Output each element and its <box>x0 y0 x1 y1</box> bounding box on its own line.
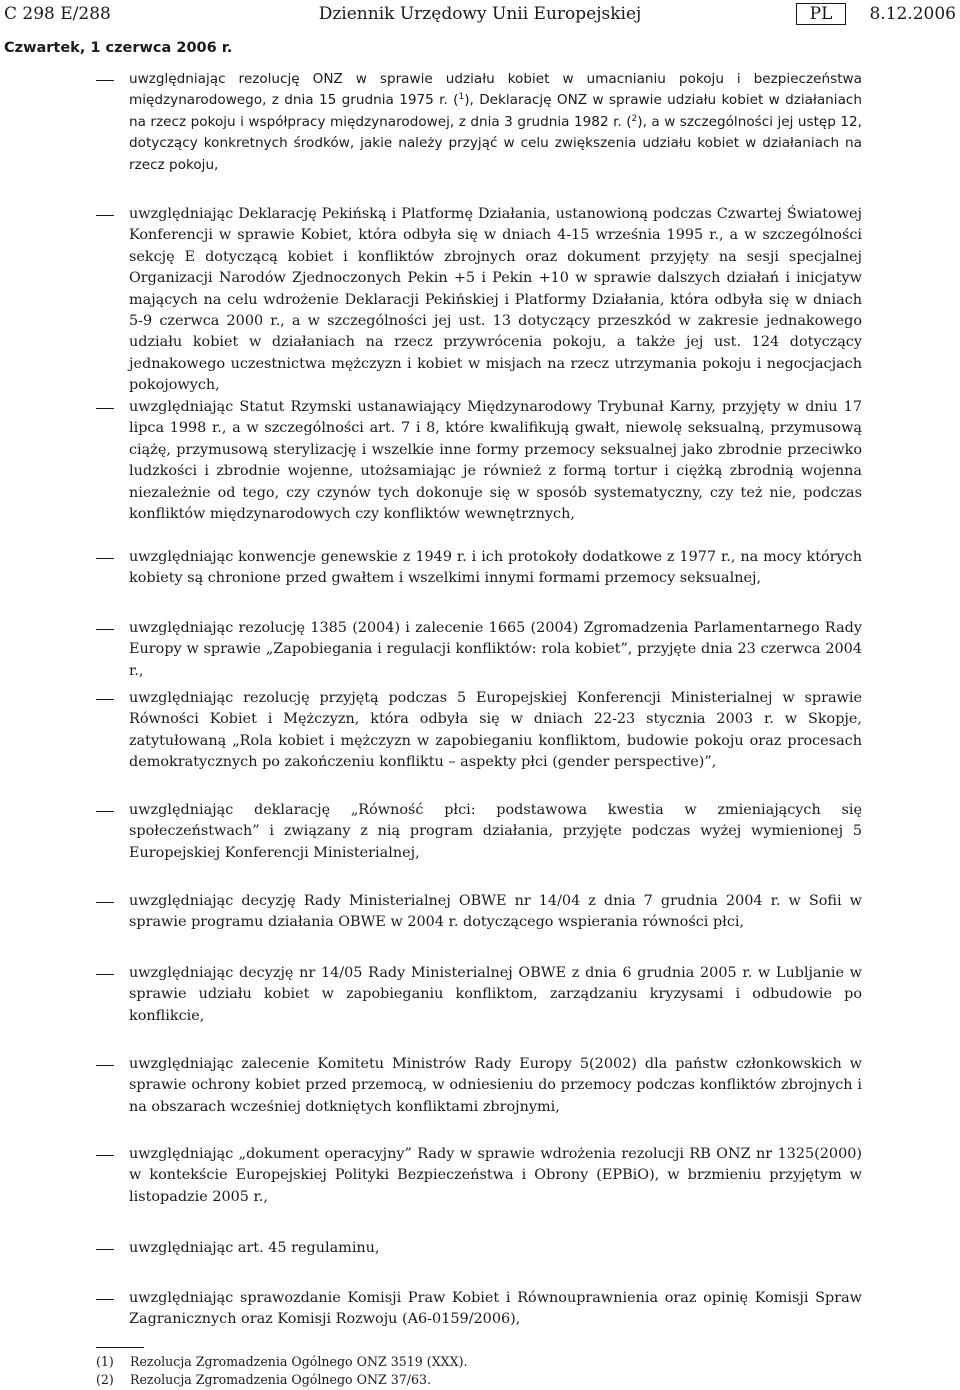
footnote-text: Rezolucja Zgromadzenia Ogólnego ONZ 3519 (XXX). <box>130 1354 468 1369</box>
dash-marker <box>96 974 114 975</box>
dash-marker <box>96 1065 114 1066</box>
dash-marker <box>96 80 114 81</box>
page-header <box>0 0 960 32</box>
dash-marker <box>96 629 114 630</box>
dash-marker <box>96 1155 114 1156</box>
recital-text: uwzględniając decyzję Rady Ministerialnej OBWE nr 14/04 z dnia 7 grudnia 2004 r. w Sofii w sprawie programu działania OBWE w 2004 r. dotyczącego wspierania równości płci, <box>129 893 862 931</box>
recital-text: uwzględniając decyzję nr 14/05 Rady Ministerialnej OBWE z dnia 6 grudnia 2005 r. w Lubljanie w sprawie udziału kobiet w zapobieganiu konfliktom, zarządzaniu kryzysami i odbudowie po konflikcie, <box>129 965 862 1024</box>
recital-text: uwzględniając Statut Rzymski ustanawiający Międzynarodowy Trybunał Karny, przyjęty w dniu 17 lipca 1998 r., a w szczególności art. 7 i 8, które kwalifikują gwałt, niewolę seksualną, przymusową ciążę, przymusową sterylizację i wszelkie inne formy przemocy seksualnej jako zbrodnie przeciwko ludzkości i zbrodnie wojenne, utożsamiając je również z formą tortur i ciężką zbrodnią wojenna niezależnie od tego, czy czynów tych dokonuje się w sposób systematyczny, czy też nie, podczas konfliktów międzynarodowych czy konfliktów wewnętrznych, <box>129 399 862 523</box>
recital-text: uwzględniając „dokument operacyjny” Rady w sprawie wdrożenia rezolucji RB ONZ nr 1325(2000) w kontekście Europejskiej Polityki Bezpieczeństwa i Obrony (EPBiO), w brzmieniu przyjętym w listopadzie 2005 r., <box>129 1146 862 1205</box>
recital-text: uwzględniając deklarację „Równość płci: podstawowa kwestia w zmieniających się społeczeństwach” i związany z nią program działania, przyjęte podczas wyżej wymienionej 5 Europejskiej Konferencji Ministerialnej, <box>129 802 862 861</box>
publication-date: 8.12.2006 <box>869 4 956 24</box>
recital-text: uwzględniając rezolucję ONZ w sprawie udziału kobiet w umacnianiu pokoju i bezpieczeństwa międzynarodowego, z dnia 15 grudnia 1975 r. ($^1$), Deklarację ONZ w sprawie udziału kobiet w działaniach na rzecz pokoju i współpracy międzynarodowej, z dnia 3 grudnia 1982 r. ($^2$), a w szczególności jej ustęp 12, dotyczący konkretnych środków, jakie należy przyjąć w celu zwiększenia udziału kobiet w działaniach na rzecz pokoju, <box>129 71 862 173</box>
footnote-ref: 1 <box>458 92 465 103</box>
dash-marker <box>96 408 114 409</box>
footnote-number: (1) <box>96 1354 114 1369</box>
footnote-number: (2) <box>96 1372 114 1387</box>
recital-text: uwzględniając art. 45 regulaminu, <box>129 1240 380 1256</box>
recital-text: uwzględniając sprawozdanie Komisji Praw Kobiet i Równouprawnienia oraz opinię Komisji Spraw Zagranicznych oraz Komisji Rozwoju (A6-0159/2006), <box>129 1290 862 1328</box>
dash-marker <box>96 902 114 903</box>
recital-text: uwzględniając Deklarację Pekińską i Platformę Działania, ustanowioną podczas Czwartej Światowej Konferencji w sprawie Kobiet, która odbyła się w dniach 4-15 września 1995 r., a w szczególności sekcję E dotyczącą kobiet i konfliktów zbrojnych oraz dokument przyjęty na sesji specjalnej Organizacji Narodów Zjednoczonych Pekin +5 i Pekin +10 w sprawie dalszych działań i inicjatyw mających na celu wdrożenie Deklaracji Pekińskiej i Platformy Działania, która odbyła się w dniach 5-9 czerwca 2000 r., a w szczególności jej ust. 13 dotyczący przeszkód w zakresie jednakowego udziału kobiet w działaniach na rzecz przywrócenia pokoju, a także jej ust. 124 dotyczący jednakowego uczestnictwa mężczyzn i kobiet w misjach na rzecz utrzymania pokoju i negocjacjach pokojowych, <box>129 206 862 394</box>
recital-text: uwzględniając rezolucję przyjętą podczas 5 Europejskiej Konferencji Ministerialnej w sprawie Równości Kobiet i Mężczyzn, która odbyła się w dniach 22-23 stycznia 2003 r. w Skopje, zatytułowaną „Rola kobiet i mężczyzn w zapobieganiu konfliktom, budowie pokoju oraz procesach demokratycznych po zakończeniu konfliktu – aspekty płci (gender perspective)”, <box>129 690 862 771</box>
recital-text: uwzględniając konwencje genewskie z 1949 r. i ich protokoły dodatkowe z 1977 r., na mocy których kobiety są chronione przed gwałtem i wszelkimi innymi formami przemocy seksualnej, <box>129 549 862 587</box>
dash-marker <box>96 1299 114 1300</box>
language-badge: PL <box>796 3 846 25</box>
dash-marker <box>96 811 114 812</box>
footnote-text: Rezolucja Zgromadzenia Ogólnego ONZ 37/63. <box>130 1372 432 1387</box>
sitting-date: Czwartek, 1 czerwca 2006 r. <box>4 40 233 56</box>
footnote-ref: 2 <box>631 113 638 124</box>
recital-text: uwzględniając rezolucję 1385 (2004) i zalecenie 1665 (2004) Zgromadzenia Parlamentarnego Rady Europy w sprawie „Zapobiegania i regulacji konfliktów: rola kobiet”, przyjęte dnia 23 czerwca 2004 r., <box>129 620 862 679</box>
journal-reference: C 298 E/288 <box>4 4 111 24</box>
journal-title: Dziennik Urzędowy Unii Europejskiej <box>318 4 642 24</box>
footnote-separator <box>96 1347 144 1348</box>
footnote <box>96 1372 431 1388</box>
dash-marker <box>96 699 114 700</box>
footnote <box>96 1354 468 1370</box>
recital-text: uwzględniając zalecenie Komitetu Ministrów Rady Europy 5(2002) dla państw członkowskich w sprawie ochrony kobiet przed przemocą, w odniesieniu do przemocy podczas konfliktów zbrojnych i na obszarach wcześniej dotkniętych konfliktami zbrojnymi, <box>129 1056 862 1115</box>
dash-marker <box>96 1249 114 1250</box>
dash-marker <box>96 558 114 559</box>
dash-marker <box>96 215 114 216</box>
